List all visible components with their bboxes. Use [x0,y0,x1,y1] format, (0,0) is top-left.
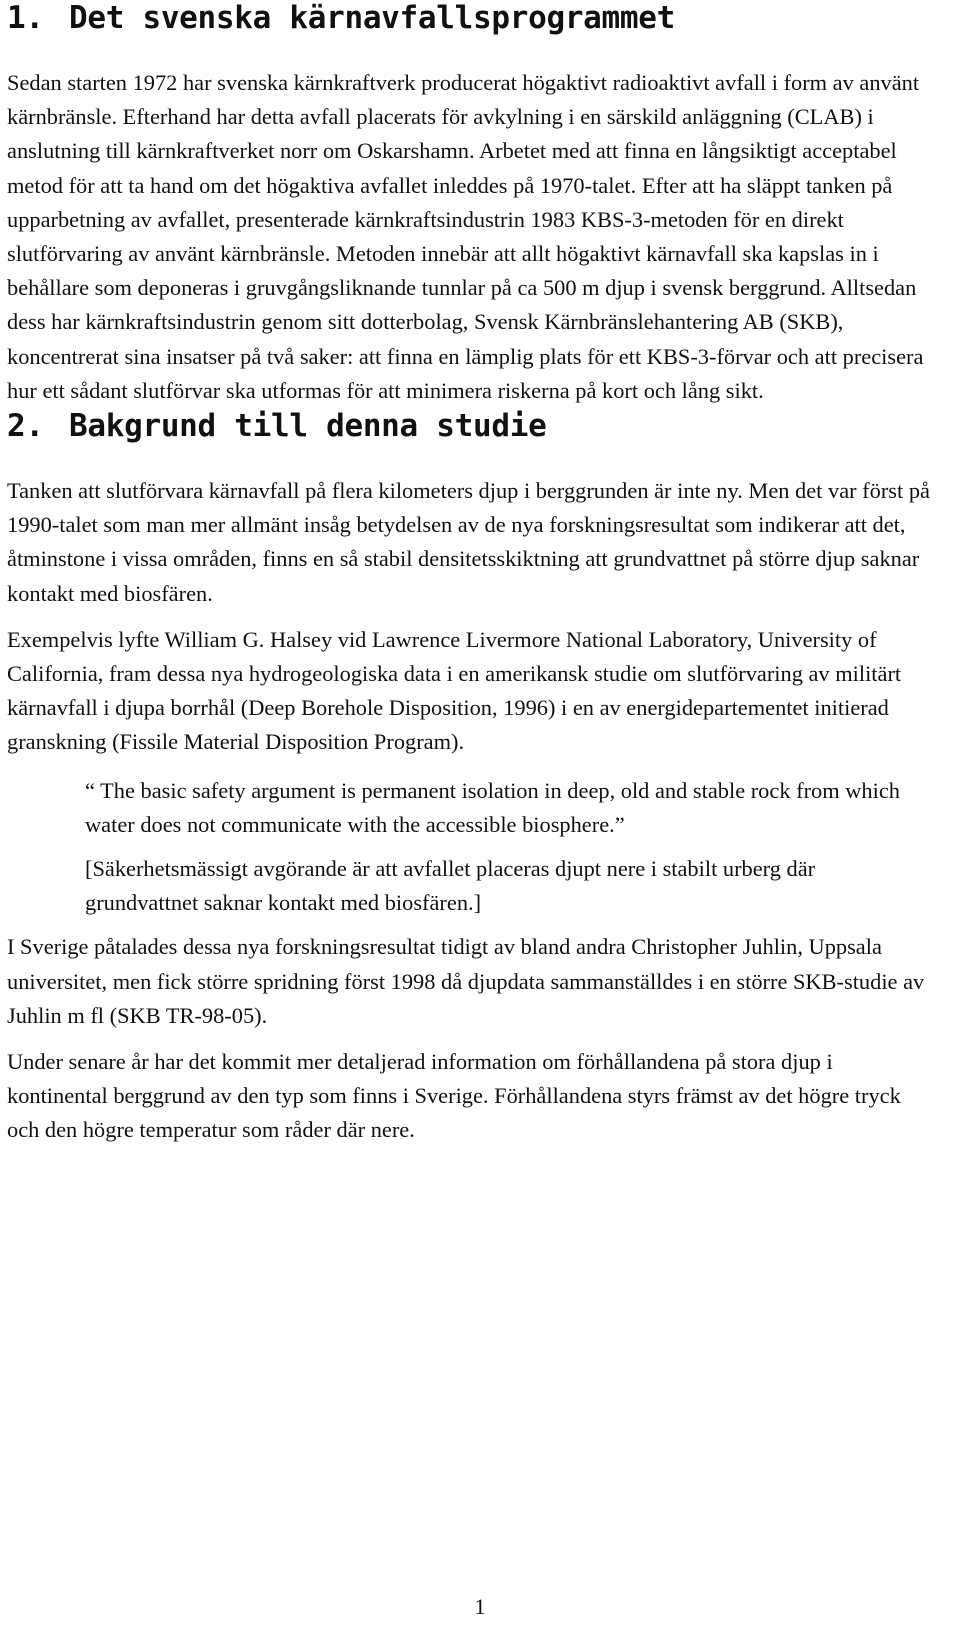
section-2-heading [7,408,936,444]
section-2-title: Bakgrund till denna studie [69,408,547,445]
section-1-number: 1. [7,0,44,36]
section-1-title: Det svenska kärnavfallsprogrammet [69,0,675,36]
section-2-paragraph-4: Under senare år har det kommit mer detaljerad information om förhållandena på stora djup i kontinental berggrund av den typ som finns i Sverige. Förhållandena styrs främst av det högre tryck och den högre temperatur som råder där nere. [7,1049,901,1143]
section-2-paragraph-1: Tanken att slutförvara kärnavfall på flera kilometers djup i berggrunden är inte ny. Men det var först på 1990-talet som man mer allmänt insåg betydelsen av de nya forskningsresultat som indikerar att det, åtminstone i vissa områden, finns en så stabil densitetsskiktning att grundvattnet på större djup saknar kontakt med biosfären. [7,478,930,606]
section-1-paragraph: Sedan starten 1972 har svenska kärnkraftverk producerat högaktivt radioaktivt avfall i form av använt kärnbränsle. Efterhand har detta avfall placerats för avkylning i en särskild anläggning (CLAB) i anslutning till kärnkraftverket norr om Oskarshamn. Arbetet med att finna en långsiktigt acceptabel metod för att ta hand om det högaktiva avfallet inleddes på 1970-talet. Efter att ha släppt tanken på upparbetning av avfallet, presenterade kärnkraftsindustrin 1983 KBS-3-metoden för en direkt slutförvaring av använt kärnbränsle. Metoden innebär att allt högaktivt kärnavfall ska kapslas in i behållare som deponeras i gruvgångsliknande tunnlar på ca 500 m djup i svensk berggrund. Alltsedan dess har kärnkraftsindustrin genom sitt dotterbolag, Svensk Kärnbränslehantering AB (SKB), koncentrerat sina insatser på två saker: att finna en lämplig plats för ett KBS-3-förvar och att precisera hur ett sådant slutförvar ska utformas för att minimera riskerna på kort och lång sikt. [7,70,924,403]
section-2-paragraph-2: Exempelvis lyfte William G. Halsey vid Lawrence Livermore National Laboratory, University of California, fram dessa nya hydrogeologiska data i en amerikansk studie om slutförvaring av militärt kärnavfall i djupa borrhål (Deep Borehole Disposition, 1996) i en av energidepartementet initierad granskning (Fissile Material Disposition Program). [7,626,902,755]
section-1-heading [7,0,936,36]
section-2-paragraph-3: I Sverige påtalades dessa nya forskningsresultat tidigt av bland andra Christopher Juhlin, Uppsala universitet, men fick större spridning först 1998 då djupdata sammanställdes i en större SKB-studie av Juhlin m fl (SKB TR-98-05). [7,934,925,1028]
section-2-number: 2. [7,408,44,445]
block-quote-english: “ The basic safety argument is permanent isolation in deep, old and stable rock from which water does not communicate with the accessible biosphere.” [85,777,900,837]
page-number: 1 [474,1594,486,1619]
block-quote-swedish-translation: [Säkerhetsmässigt avgörande är att avfallet placeras djupt nere i stabilt urberg där grundvattnet saknar kontakt med biosfären.] [85,856,816,916]
